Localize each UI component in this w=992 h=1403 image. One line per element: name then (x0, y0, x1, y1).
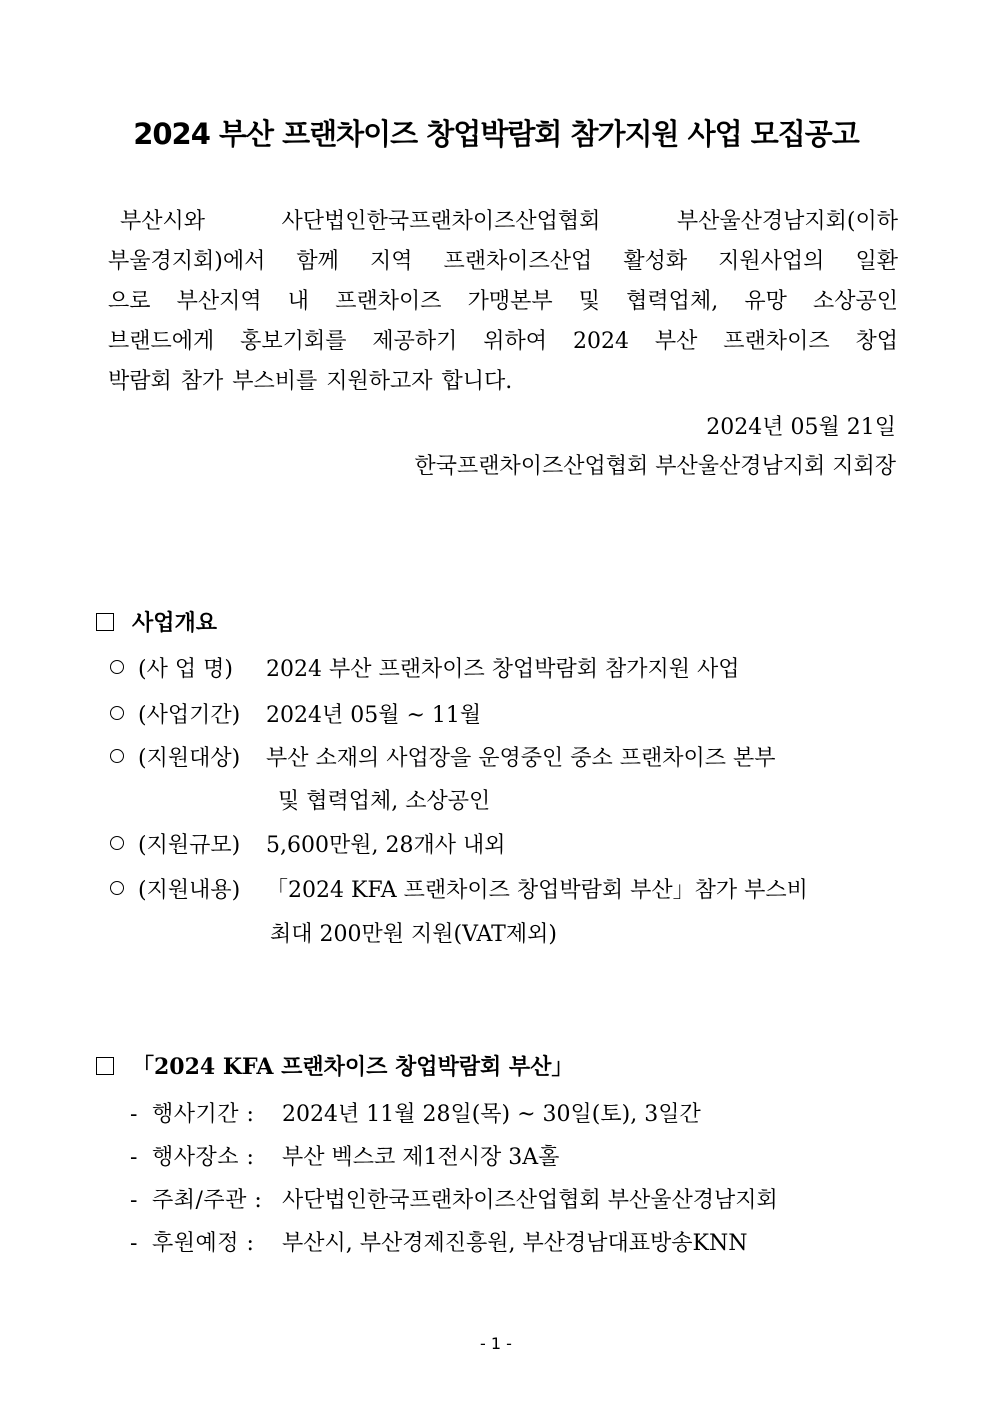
overview-item (110, 873, 808, 904)
intro-line: 브랜드에게 홍보기회를 제공하기 위하여 2024 부산 프랜차이즈 창업 (108, 329, 898, 354)
dash-marker: - (130, 1231, 138, 1256)
item-label: (지원규모) (138, 833, 241, 858)
signer: 한국프랜차이즈산업협회 부산울산경남지회 지회장 (414, 454, 896, 479)
circle-bullet-icon (110, 660, 124, 674)
item-value: 2024 부산 프랜차이즈 창업박람회 참가지원 사업 (266, 657, 740, 682)
detail-label: 행사장소 : (152, 1145, 255, 1170)
page-number: - 1 - (480, 1334, 512, 1353)
overview-item (110, 698, 481, 729)
section-heading-text: 「2024 KFA 프랜차이즈 창업박람회 부산」 (132, 1054, 574, 1080)
item-continuation: 및 협력업체, 소상공인 (278, 789, 491, 814)
announcement-date: 2024년 05월 21일 (706, 415, 896, 440)
checkbox-square (96, 1057, 114, 1075)
event-detail (130, 1183, 778, 1214)
detail-label: 행사기간 : (152, 1102, 255, 1127)
detail-value: 부산 벡스코 제1전시장 3A홀 (282, 1145, 560, 1170)
item-value: 5,600만원, 28개사 내외 (266, 833, 506, 858)
overview-item (110, 828, 505, 859)
circle-bullet-icon (110, 836, 124, 850)
item-value: 「2024 KFA 프랜차이즈 창업박람회 부산」참가 부스비 (266, 878, 808, 903)
intro-line: 박람회 참가 부스비를 지원하고자 합니다. (108, 369, 513, 394)
section-heading-overview (96, 606, 217, 637)
item-label: (사업기간) (138, 703, 241, 728)
overview-item (110, 652, 740, 683)
event-detail (130, 1097, 701, 1128)
intro-paragraph (108, 202, 898, 402)
item-label: (사 업 명) (138, 657, 233, 682)
item-label: (지원내용) (138, 878, 241, 903)
event-detail (130, 1226, 747, 1257)
item-continuation: 최대 200만원 지원(VAT제외) (270, 922, 557, 947)
dash-marker: - (130, 1145, 138, 1170)
dash-marker: - (130, 1188, 138, 1213)
item-value: 부산 소재의 사업장을 운영중인 중소 프랜차이즈 본부 (266, 746, 776, 771)
item-value: 2024년 05월 ~ 11월 (266, 703, 482, 728)
section-heading-text: 사업개요 (132, 610, 218, 636)
circle-bullet-icon (110, 881, 124, 895)
detail-value: 2024년 11월 28일(목) ~ 30일(토), 3일간 (282, 1102, 701, 1127)
event-detail (130, 1140, 559, 1171)
circle-bullet-icon (110, 706, 124, 720)
detail-value: 부산시, 부산경제진흥원, 부산경남대표방송KNN (282, 1231, 748, 1256)
intro-line: 부울경지회)에서 함께 지역 프랜차이즈산업 활성화 지원사업의 일환 (108, 249, 898, 274)
detail-value: 사단법인한국프랜차이즈산업협회 부산울산경남지회 (282, 1188, 778, 1213)
item-label: (지원대상) (138, 746, 241, 771)
intro-line: 으로 부산지역 내 프랜차이즈 가맹본부 및 협력업체, 유망 소상공인 (108, 289, 898, 314)
overview-item (110, 741, 776, 772)
circle-bullet-icon (110, 749, 124, 763)
section-heading-event (96, 1050, 573, 1081)
page-title: 2024 부산 프랜차이즈 창업박람회 참가지원 사업 모집공고 (133, 117, 859, 151)
intro-line: 부산시와 사단법인한국프랜차이즈산업협회 부산울산경남지회(이하 (120, 209, 898, 234)
detail-label: 주최/주관 : (152, 1188, 263, 1213)
dash-marker: - (130, 1102, 138, 1127)
checkbox-square (96, 613, 114, 631)
detail-label: 후원예정 : (152, 1231, 255, 1256)
